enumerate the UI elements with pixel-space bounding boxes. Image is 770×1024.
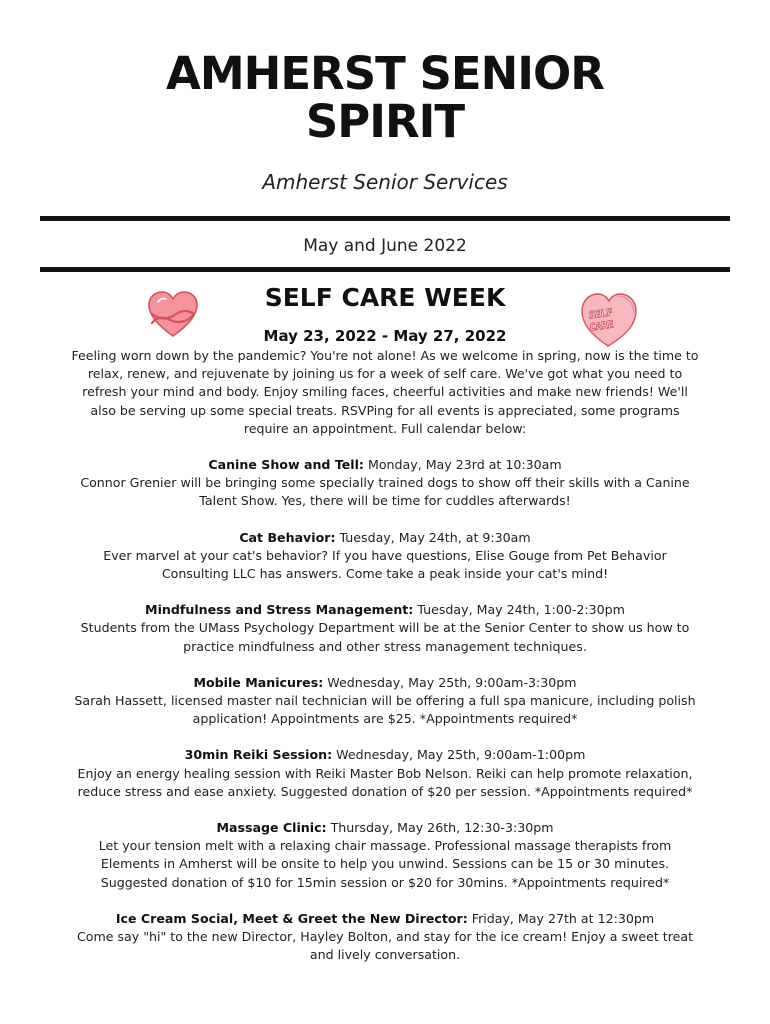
event-item <box>70 601 700 656</box>
section-title: SELF CARE WEEK <box>264 283 506 312</box>
title-line-1: AMHERST SENIOR <box>166 47 604 100</box>
event-name: Massage Clinic: <box>216 820 327 836</box>
event-name: Mobile Manicures: <box>193 674 324 690</box>
event-time: Wednesday, May 25th, 9:00am-3:30pm <box>323 674 577 690</box>
event-description: Connor Grenier will be bringing some specially trained dogs to show off their skills with a Canine Talent Show. Yes, there will be time for cuddles afterwards! <box>80 475 690 509</box>
event-description: Enjoy an energy healing session with Reiki Master Bob Nelson. Reiki can help promote relaxation, reduce stress and ease anxiety. Suggested donation of $20 per session. *Appointments required* <box>77 765 693 799</box>
sticker-text-care: CARE <box>588 319 615 334</box>
event-name: Ice Cream Social, Meet & Greet the New Director: <box>115 910 468 926</box>
event-item <box>70 456 700 511</box>
event-item <box>70 746 700 801</box>
event-description: Ever marvel at your cat's behavior? If you have questions, Elise Gouge from Pet Behavior Consulting LLC has answers. Come take a peak inside your cat's mind! <box>103 547 667 582</box>
article-body <box>70 347 700 982</box>
event-description: Students from the UMass Psychology Department will be at the Senior Center to show us how to practice mindfulness and other stress management techniques. <box>80 620 690 654</box>
event-time: Monday, May 23rd at 10:30am <box>363 457 562 473</box>
event-description: Let your tension melt with a relaxing chair massage. Professional massage therapists from Elements in Amherst will be onsite to help you unwind. Sessions can be 15 or 30 minutes. Suggested donation of $10 for 15min session or $20 for 30mins. *Appointments required* <box>98 838 672 890</box>
sticker-text-self: SELF <box>587 307 614 322</box>
event-name: Canine Show and Tell: <box>208 457 364 473</box>
divider-bottom <box>40 267 730 272</box>
event-item <box>70 910 700 965</box>
event-time: Tuesday, May 24th, at 9:30am <box>335 529 531 545</box>
event-name: 30min Reiki Session: <box>184 747 333 763</box>
event-time: Tuesday, May 24th, 1:00-2:30pm <box>413 602 625 618</box>
event-item <box>70 529 700 584</box>
event-name: Cat Behavior: <box>239 529 336 545</box>
event-time: Wednesday, May 25th, 9:00am-1:00pm <box>332 747 586 763</box>
section-dates: May 23, 2022 - May 27, 2022 <box>263 327 507 345</box>
subtitle: Amherst Senior Services <box>262 170 508 194</box>
divider-top <box>40 216 730 221</box>
event-name: Mindfulness and Stress Management: <box>145 602 414 618</box>
title-line-2: SPIRIT <box>305 95 465 148</box>
event-description: Come say "hi" to the new Director, Hayley Bolton, and stay for the ice cream! Enjoy a sweet treat and lively conversation. <box>76 929 694 963</box>
event-time: Thursday, May 26th, 12:30-3:30pm <box>326 820 554 836</box>
event-item <box>70 674 700 729</box>
event-item <box>70 819 700 892</box>
intro-paragraph: Feeling worn down by the pandemic? You're not alone! As we welcome in spring, now is the time to relax, renew, and rejuvenate by joining us for a week of self care. We've got what you need to refresh your mind and body. Enjoy smiling faces, cheerful activities and make new friends! We'll also be serving up some special treats. RSVPing for all events is appreciated, some programs require an appointment. Full calendar below: <box>71 348 699 436</box>
page-title <box>0 47 770 148</box>
event-description: Sarah Hassett, licensed master nail technician will be offering a full spa manicure, including polish application! Appointments are $25. *Appointments required* <box>74 693 696 727</box>
event-list <box>70 456 700 964</box>
issue-date: May and June 2022 <box>303 236 467 256</box>
event-time: Friday, May 27th at 12:30pm <box>467 910 655 926</box>
